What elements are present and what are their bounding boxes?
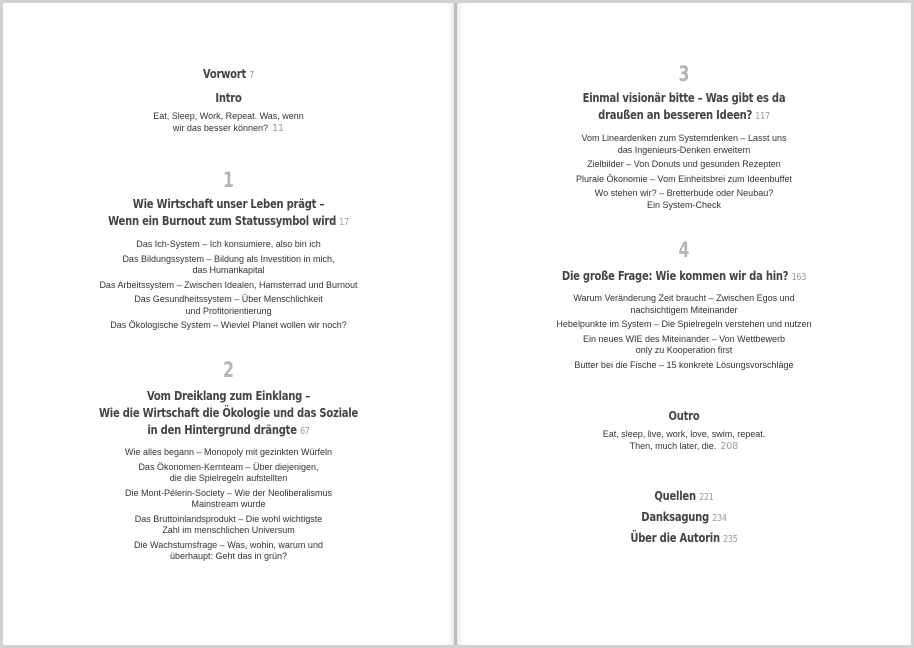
- chapter-title-line: Wie die Wirtschaft die Ökologie und das Soziale: [98, 405, 359, 420]
- entry-line: überhaupt: Geht das in grün?: [169, 551, 288, 561]
- toc-entry[interactable]: [3, 294, 454, 317]
- toc-entry[interactable]: [457, 334, 911, 357]
- outro-title: Outro: [668, 408, 700, 423]
- chapter-title-line: in den Hintergrund drängte: [147, 422, 297, 437]
- toc-entry[interactable]: [3, 320, 454, 332]
- entry-line: Butter bei die Fische – 15 konkrete Lösungsvorschläge: [574, 359, 794, 370]
- chapter-2-entries: [3, 447, 454, 566]
- entry-line: only zu Kooperation first: [635, 345, 733, 355]
- right-page: [457, 3, 911, 645]
- chapter-3-heading[interactable]: [457, 89, 911, 125]
- toc-entry[interactable]: [457, 188, 911, 211]
- entry-line: Plurale Ökonomie – Vom Einheitsbrei zum Ideenbuffet: [576, 173, 792, 184]
- chapter-number: 1: [223, 168, 234, 192]
- end-page: 221: [699, 492, 714, 503]
- vorwort-heading[interactable]: [3, 65, 454, 84]
- chapter-number: 3: [678, 62, 690, 86]
- entry-line: Warum Veränderung Zeit braucht – Zwischen Egos und: [573, 293, 795, 303]
- entry-line: Das Ökonomen-Kernteam – Über diejenigen,: [138, 461, 319, 472]
- entry-line: Ein neues WIE des Miteinander – Von Wettbewerb: [583, 333, 785, 344]
- toc-entry[interactable]: [3, 447, 454, 459]
- entry-line: Eat, sleep, live, work, love, swim, repeat.: [602, 429, 766, 439]
- toc-entry[interactable]: [457, 174, 911, 186]
- chapter-page: 117: [755, 111, 770, 122]
- entry-page: 11: [271, 122, 285, 134]
- entry-line: die die Spielregeln aufstellten: [169, 473, 288, 483]
- chapter-page: 67: [299, 426, 310, 437]
- chapter-number: 2: [223, 358, 234, 382]
- entry-line: Then, much later, die.: [629, 440, 717, 451]
- end-title: Danksagung: [641, 509, 709, 524]
- toc-entry[interactable]: [3, 514, 454, 537]
- entry-line: Zielbilder – Von Donuts und gesunden Rezepten: [587, 159, 781, 169]
- chapter-page: 17: [339, 217, 349, 228]
- entry-page: 208: [720, 440, 739, 452]
- quellen-heading[interactable]: [457, 487, 911, 506]
- chapter-title-line: Wie Wirtschaft unser Leben prägt –: [132, 196, 325, 211]
- toc-entry[interactable]: [3, 280, 454, 292]
- chapter-3-entries: [457, 133, 911, 214]
- end-title: Über die Autorin: [630, 530, 720, 545]
- toc-entry[interactable]: [457, 293, 911, 316]
- entry-line: Das Ich-System – Ich konsumiere, also bin ich: [136, 239, 321, 249]
- entry-line: Eat, Sleep, Work, Repeat. Was, wenn: [153, 111, 304, 121]
- chapter-4-number: [457, 239, 911, 261]
- entry-line: Mainstream wurde: [191, 499, 266, 509]
- chapter-title-line: Einmal visionär bitte – Was gibt es da: [582, 90, 786, 105]
- chapter-1-number: [3, 169, 454, 191]
- entry-line: Die Mont-Pélerin-Society – Wie der Neoliberalismus: [124, 487, 333, 498]
- chapter-title-line: Wenn ein Burnout zum Statussymbol wird: [108, 213, 337, 228]
- chapter-title-line: Vom Dreiklang zum Einklang –: [146, 388, 311, 403]
- chapter-number: 4: [678, 238, 690, 262]
- intro-entry[interactable]: [3, 111, 454, 137]
- entry-line: Hebelpunkte im System – Die Spielregeln verstehen und nutzen: [556, 319, 812, 329]
- entry-line: wir das besser können?: [172, 122, 268, 133]
- toc-entry[interactable]: [3, 462, 454, 485]
- entry-line: nachsichtigem Miteinander: [630, 304, 738, 315]
- entry-line: Die Wachstumsfrage – Was, wohin, warum und: [134, 539, 323, 550]
- chapter-page: 163: [791, 272, 807, 283]
- chapter-2-number: [3, 359, 454, 381]
- toc-entry[interactable]: [457, 159, 911, 171]
- chapter-4-entries: [457, 293, 911, 374]
- intro-title: Intro: [215, 90, 242, 105]
- vorwort-page: 7: [249, 70, 255, 81]
- entry-line: das Humankapital: [192, 265, 265, 275]
- autorin-heading[interactable]: [457, 529, 911, 548]
- outro-heading[interactable]: [457, 407, 911, 424]
- toc-entry[interactable]: [457, 319, 911, 331]
- entry-line: und Profitorientierung: [185, 305, 272, 316]
- chapter-1-heading[interactable]: [3, 195, 454, 231]
- intro-heading[interactable]: [3, 89, 454, 106]
- entry-line: Das Bruttoinlandsprodukt – Die wohl wichtigste: [134, 513, 323, 524]
- chapter-3-number: [457, 63, 911, 85]
- entry-line: Ein System-Check: [646, 199, 722, 210]
- toc-entry[interactable]: [457, 133, 911, 156]
- left-page: [3, 3, 454, 645]
- entry-line: Das Bildungssystem – Bildung als Investition in mich,: [122, 253, 335, 264]
- entry-line: Das Arbeitssystem – Zwischen Idealen, Hamsterrad und Burnout: [99, 279, 358, 290]
- end-page: 235: [723, 534, 738, 545]
- entry-line: Vom Lineardenken zum Systemdenken – Lasst uns: [581, 133, 787, 143]
- toc-entry[interactable]: [3, 540, 454, 563]
- toc-entry[interactable]: [3, 254, 454, 277]
- entry-line: Wie alles begann – Monopoly mit gezinkten Würfeln: [124, 447, 333, 457]
- end-page: 234: [712, 513, 727, 524]
- outro-entry[interactable]: [457, 429, 911, 455]
- vorwort-title: Vorwort: [202, 66, 247, 81]
- entry-line: Das Ökologische System – Wieviel Planet wollen wir noch?: [110, 320, 347, 330]
- entry-line: Zahl im menschlichen Universum: [162, 525, 295, 535]
- chapter-title-line: Die große Frage: Wie kommen wir da hin?: [561, 268, 789, 283]
- toc-entry[interactable]: [457, 360, 911, 372]
- chapter-1-entries: [3, 239, 454, 335]
- chapter-title-line: draußen an besseren Ideen?: [598, 107, 753, 122]
- toc-entry[interactable]: [3, 239, 454, 251]
- danksagung-heading[interactable]: [457, 508, 911, 527]
- entry-line: Das Gesundheitssystem – Über Menschlichkeit: [134, 294, 323, 304]
- chapter-2-heading[interactable]: [3, 387, 454, 440]
- chapter-4-heading[interactable]: [457, 267, 911, 286]
- end-title: Quellen: [654, 488, 696, 503]
- entry-line: das Ingenieurs-Denken erweitern: [617, 144, 751, 155]
- toc-entry[interactable]: [3, 488, 454, 511]
- entry-line: Wo stehen wir? – Bretterbude oder Neubau?: [594, 188, 774, 198]
